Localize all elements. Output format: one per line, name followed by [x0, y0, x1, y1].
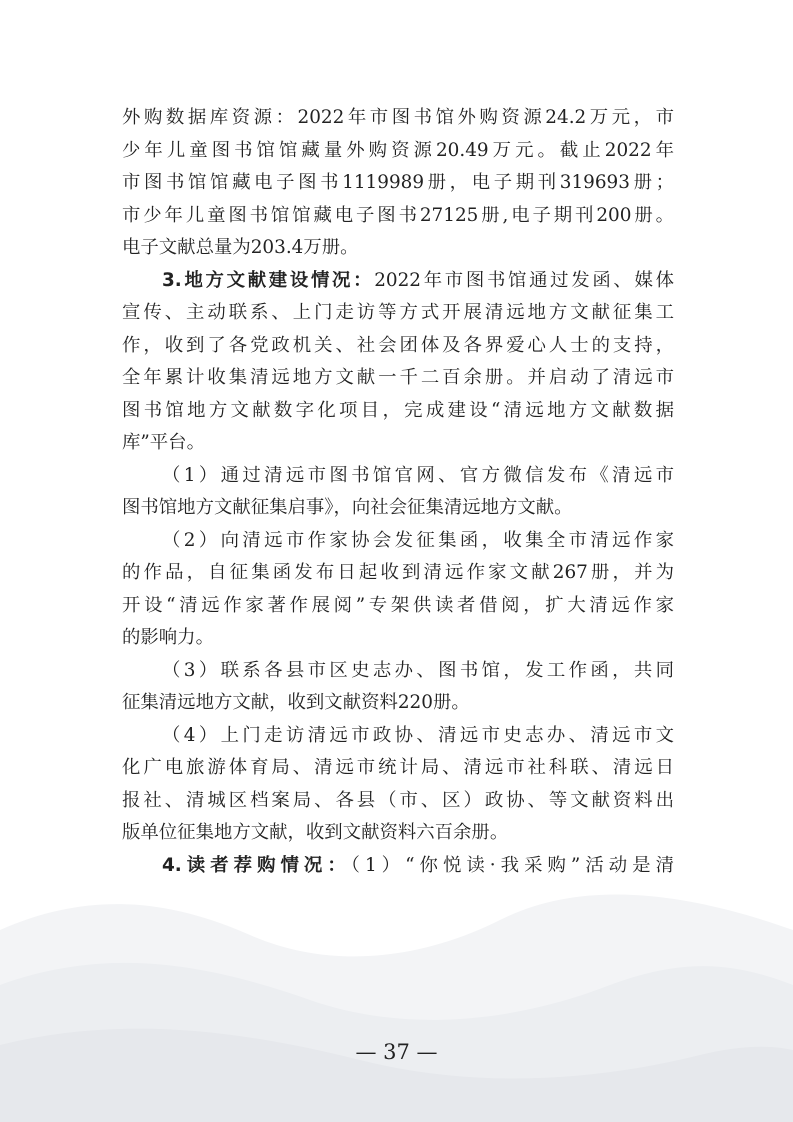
text-line: （4）上门走访清远市政协、清远市史志办、清远市文 — [162, 724, 674, 746]
text-line: 外购数据库资源：2022年市图书馆外购资源24.2万元，市 — [122, 107, 674, 128]
text-line: 的作品，自征集函发布日起收到清远作家文献267册，并为 — [122, 562, 674, 583]
text-line: 市少年儿童图书馆馆藏电子图书27125册,电子期刊200册。 — [122, 204, 674, 226]
text-line: 的影响力。 — [122, 627, 214, 648]
section-heading: 3.地方文献建设情况： — [162, 269, 375, 291]
paragraph-local-documents — [122, 265, 674, 460]
text-line: 版单位征集地方文献，收到文献资料六百余册。 — [122, 822, 509, 843]
text-line: （3）联系各县市区史志办、图书馆，发工作函，共同 — [162, 659, 674, 681]
page-number: — 37 — — [355, 1040, 438, 1064]
paragraph-reader-recommendation — [122, 850, 674, 883]
paragraph-ebook-resources — [122, 102, 674, 265]
body-text — [122, 102, 674, 882]
paragraph-item-3 — [122, 655, 674, 720]
text-line: 库”平台。 — [122, 432, 205, 453]
section-heading: 4.读者荐购情况： — [162, 854, 351, 876]
text-line: 征集清远地方文献，收到文献资料220册。 — [122, 692, 470, 713]
text-line — [122, 265, 674, 298]
paragraph-item-2 — [122, 525, 674, 655]
text-line: 作，收到了各党政机关、社会团体及各界爱心人士的支持， — [122, 334, 674, 356]
text-line: 图书馆地方文献数字化项目，完成建设“清远地方文献数据 — [122, 399, 674, 421]
text-line: 图书馆地方文献征集启事》，向社会征集清远地方文献。 — [122, 497, 573, 518]
text-segment: 2022年市图书馆通过发函、媒体 — [374, 269, 674, 291]
text-line: 报社、清城区档案局、各县（市、区）政协、等文献资料出 — [122, 789, 674, 811]
text-line: （2）向清远市作家协会发征集函，收集全市清远作家 — [162, 529, 674, 551]
text-line: 开设“清远作家著作展阅”专架供读者借阅，扩大清远作家 — [122, 594, 674, 616]
paragraph-item-1 — [122, 460, 674, 525]
text-line: 化广电旅游体育局、清远市统计局、清远市社科联、清远日 — [122, 757, 674, 778]
text-line — [122, 850, 674, 883]
paragraph-item-4 — [122, 720, 674, 850]
text-line: 市图书馆馆藏电子图书1119989册，电子期刊319693册； — [122, 172, 674, 193]
text-line: 全年累计收集清远地方文献一千二百余册。并启动了清远市 — [122, 367, 674, 388]
text-segment: （1）“你悦读·我采购”活动是清 — [350, 854, 674, 876]
text-line: 宣传、主动联系、上门走访等方式开展清远地方文献征集工 — [122, 302, 674, 323]
text-line: （1）通过清远市图书馆官网、官方微信发布《清远市 — [162, 464, 674, 486]
text-line: 电子文献总量为203.4万册。 — [122, 237, 359, 258]
text-line: 少年儿童图书馆馆藏量外购资源20.49万元。截止2022年 — [122, 139, 674, 161]
